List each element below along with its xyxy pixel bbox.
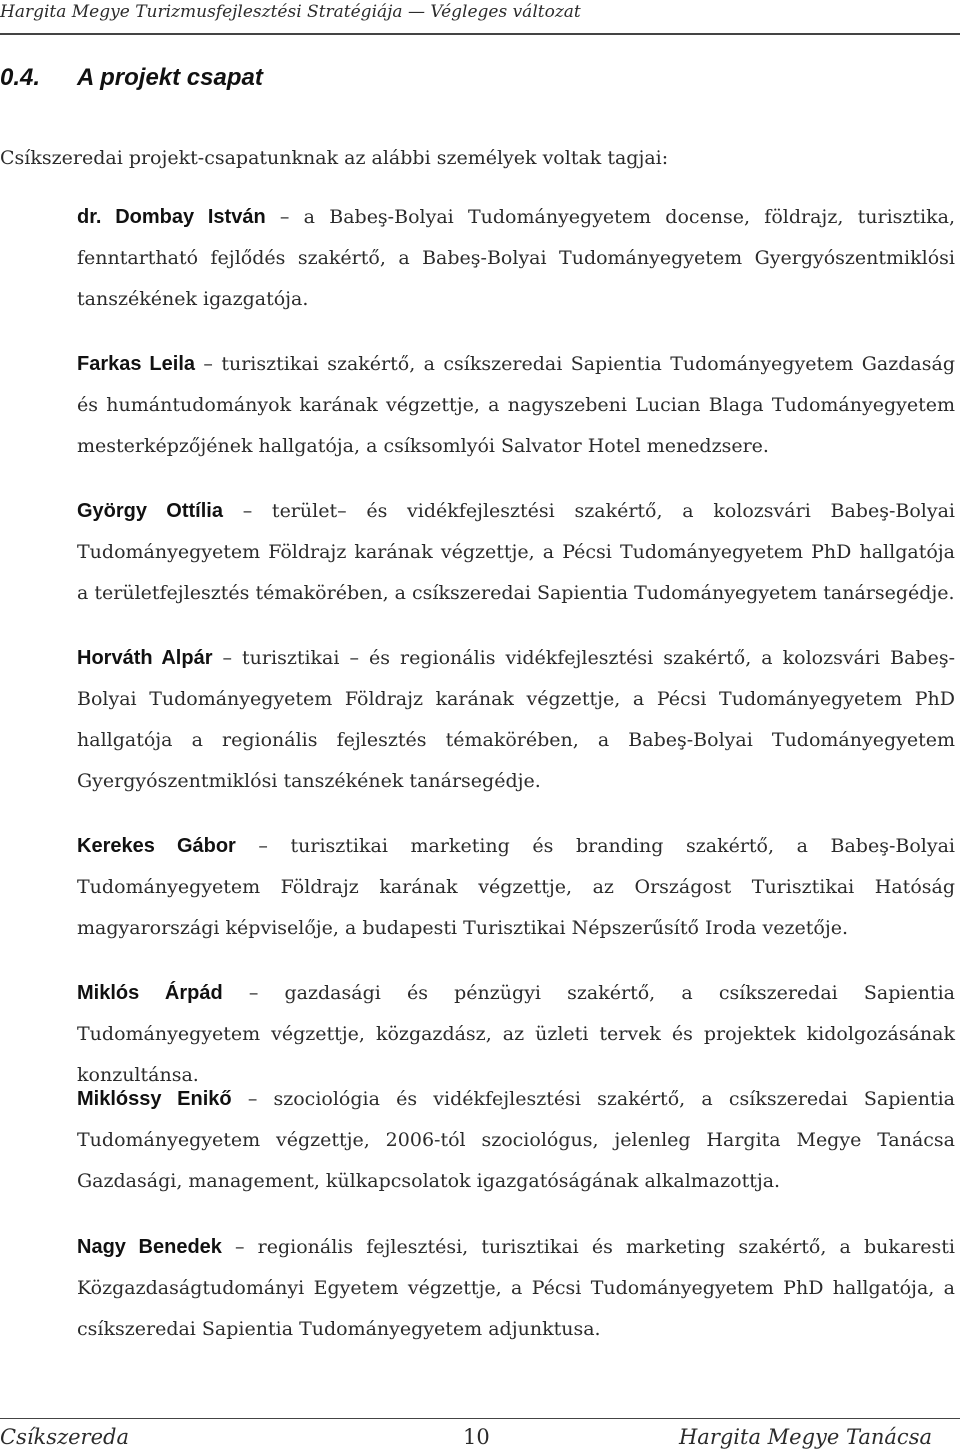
- intro-paragraph: Csíkszeredai projekt-csapatunknak az alábbi személyek voltak tagjai:: [0, 147, 669, 169]
- page-number: 10: [463, 1425, 490, 1449]
- member-entry: [77, 1079, 955, 1227]
- section-number: 0.4.: [0, 64, 41, 91]
- member-entry: [77, 197, 955, 344]
- member-entry: [77, 826, 955, 973]
- footer-publisher: Hargita Megye Tanácsa: [678, 1425, 932, 1449]
- header-rule: [0, 33, 960, 35]
- member-name: György Ottília: [77, 500, 223, 522]
- member-name: Kerekes Gábor: [77, 835, 236, 857]
- member-description: – turisztikai – és regionális vidékfejlesztési szakértő, a kolozsvári Babeş-Bolyai Tudományegyetem Földrajz karának végzettje, a Pécsi Tudományegyetem PhD hallgatója a regionális fejlesztés témakörében, a Babeş-Bolyai Tudományegyetem Gyergyószentmiklósi tanszékének tanársegédje.: [77, 647, 955, 792]
- member-entry: [77, 973, 955, 1086]
- member-entry: [77, 638, 955, 826]
- member-entry: [77, 1227, 955, 1351]
- member-description: – szociológia és vidékfejlesztési szakértő, a csíkszeredai Sapientia Tudományegyetem végzettje, 2006-tól szociológus, jelenleg Hargita Megye Tanácsa Gazdasági, management, külkapcsolatok igazgatóságának alkalmazottja.: [77, 1088, 955, 1192]
- member-list: [77, 197, 955, 1351]
- member-name: Miklóssy Enikő: [77, 1088, 232, 1110]
- member-description: – turisztikai szakértő, a csíkszeredai Sapientia Tudományegyetem Gazdaság és humántudományok karának végzettje, a nagyszebeni Lucian Blaga Tudományegyetem mesterképzőjének hallgatója, a csíksomlyói Salvator Hotel menedzsere.: [77, 353, 956, 457]
- section-heading: [0, 64, 263, 92]
- member-name: dr. Dombay István: [77, 206, 266, 228]
- member-description: – turisztikai marketing és branding szakértő, a Babeş-Bolyai Tudományegyetem Földrajz karának végzettje, az Országost Turisztikai Hatóság magyarországi képviselője, a budapesti Turisztikai Népszerűsítő Iroda vezetője.: [77, 835, 955, 939]
- member-entry: [77, 491, 955, 638]
- member-name: Horváth Alpár: [77, 647, 213, 669]
- member-entry: [77, 344, 955, 491]
- running-header: Hargita Megye Turizmusfejlesztési Stratégiája — Végleges változat: [0, 2, 581, 22]
- member-name: Farkas Leila: [77, 353, 196, 375]
- member-description: – regionális fejlesztési, turisztikai és marketing szakértő, a bukaresti Közgazdaságtudományi Egyetem végzettje, a Pécsi Tudományegyetem PhD hallgatója, a csíkszeredai Sapientia Tudományegyetem adjunktusa.: [77, 1236, 955, 1340]
- member-name: Miklós Árpád: [77, 982, 223, 1004]
- section-title: A projekt csapat: [77, 64, 263, 91]
- member-description: – terület– és vidékfejlesztési szakértő, a kolozsvári Babeş-Bolyai Tudományegyetem Földrajz karának végzettje, a Pécsi Tudományegyetem PhD hallgatója a területfejlesztés témakörében, a csíkszeredai Sapientia Tudományegyetem tanársegédje.: [77, 500, 955, 604]
- footer-rule: [0, 1418, 960, 1419]
- member-description: – gazdasági és pénzügyi szakértő, a csíkszeredai Sapientia Tudományegyetem végzettje, közgazdász, az üzleti tervek és projektek kidolgozásának konzultánsa.: [77, 982, 955, 1086]
- member-name: Nagy Benedek: [77, 1236, 222, 1258]
- member-description: – a Babeş-Bolyai Tudományegyetem docense, földrajz, turisztika, fenntartható fejlődés szakértő, a Babeş-Bolyai Tudományegyetem Gyergyószentmiklósi tanszékének igazgatója.: [77, 206, 955, 310]
- footer-location: Csíkszereda: [0, 1425, 129, 1449]
